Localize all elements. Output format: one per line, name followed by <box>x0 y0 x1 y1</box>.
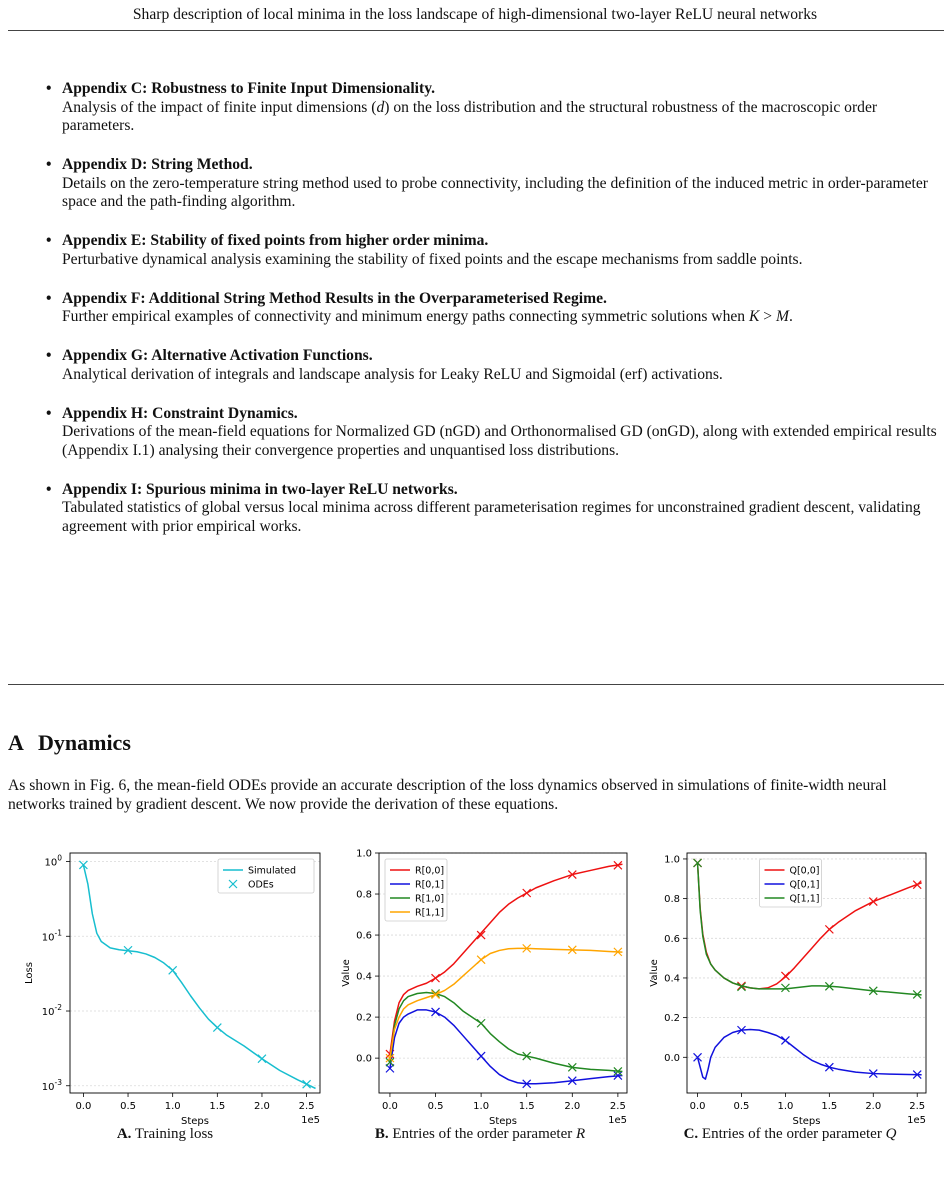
x-tick-label: 0.5 <box>120 1101 136 1112</box>
series-line <box>390 948 623 1058</box>
caption-a <box>20 1126 310 1143</box>
legend <box>760 859 822 907</box>
legend-label: R[0,0] <box>415 865 445 877</box>
data-point-marker <box>781 1036 789 1044</box>
x-tick-label: 2.5 <box>909 1101 926 1112</box>
x-tick-label: 0.5 <box>733 1101 750 1112</box>
legend-label: Simulated <box>248 865 297 877</box>
legend-label: Q[0,0] <box>789 865 820 877</box>
x-axis-label: Steps <box>181 1116 209 1127</box>
bullet: • <box>46 80 52 97</box>
y-tick-label: 0.4 <box>356 971 372 983</box>
legend-label: ODEs <box>248 879 274 891</box>
appendix-description: Analysis of the impact of finite input dimensions (d) on the loss distribution and the structural robustness of the macroscopic order parameters. <box>62 98 878 134</box>
data-point-marker <box>477 1019 485 1027</box>
data-point-marker <box>169 966 177 974</box>
x-tick-label: 0.0 <box>75 1101 92 1112</box>
bullet: • <box>46 480 52 498</box>
body-paragraph: As shown in Fig. 6, the mean-field ODEs provide an accurate description of the loss dynamics observed in simulations of finite-width neural networks trained by gradient descent. We now provide the derivation of these equations. <box>8 777 887 813</box>
series-line <box>698 1030 922 1080</box>
caption-text: Entries of the order parameter <box>698 1126 886 1142</box>
x-tick-label: 1.0 <box>473 1101 490 1112</box>
caption-symbol: Q <box>885 1126 897 1142</box>
legend-label: R[0,1] <box>415 879 445 891</box>
caption-text: Entries of the order parameter <box>388 1126 576 1142</box>
x-tick-label: 0.0 <box>689 1101 706 1112</box>
bullet: • <box>46 156 52 173</box>
data-point-marker <box>523 889 531 897</box>
chart-panel-a <box>24 853 320 1127</box>
y-tick-label: $10^{-1}$ <box>41 928 62 944</box>
appendix-title: Appendix C: Robustness to Finite Input Dimensionality. <box>62 80 436 97</box>
section-number: A <box>8 730 24 755</box>
data-point-marker <box>781 972 789 980</box>
y-tick-label: 1.0 <box>356 848 372 860</box>
x-tick-label: 0.0 <box>381 1101 398 1112</box>
y-axis-label: Value <box>341 959 352 987</box>
data-point-marker <box>303 1080 311 1088</box>
chart-panel-c <box>649 853 926 1127</box>
y-tick-label: 0.2 <box>356 1012 372 1024</box>
data-point-marker <box>477 956 485 964</box>
bullet: • <box>46 232 52 249</box>
x-tick-label: 1.5 <box>209 1101 226 1112</box>
y-tick-label: 0.6 <box>664 933 680 945</box>
data-point-marker <box>258 1055 266 1063</box>
y-tick-label: 1.0 <box>664 854 680 866</box>
chart-panel-b <box>341 849 627 1128</box>
x-tick-label: 1.5 <box>821 1101 838 1112</box>
y-tick-label: 0.8 <box>664 894 680 906</box>
y-tick-label: 0.0 <box>664 1052 680 1064</box>
bullet: • <box>46 347 52 364</box>
x-tick-label: 2.0 <box>254 1101 270 1112</box>
x-tick-label: 0.5 <box>427 1101 444 1112</box>
appendix-description: Tabulated statistics of global versus local minima across different parameterisation regimes for unconstrained gradient descent, validating agreement with prior empirical works. <box>62 499 921 535</box>
data-point-marker <box>432 974 440 982</box>
y-tick-label: 0.8 <box>356 889 372 901</box>
y-tick-label: $10^{-2}$ <box>41 1003 62 1019</box>
legend <box>218 859 314 893</box>
appendix-description: Analytical derivation of integrals and landscape analysis for Leaky ReLU and Sigmoidal (erf) activations. <box>62 365 723 383</box>
appendix-description: Derivations of the mean-field equations for Normalized GD (nGD) and Orthonormalised GD (onGD), along with extended empirical results (Appendix I.1) analysing their convergence properties and unquantised loss distributions. <box>62 423 937 459</box>
appendix-title: Appendix G: Alternative Activation Functions. <box>62 347 373 364</box>
bullet: • <box>46 289 52 307</box>
data-point-marker <box>869 898 877 906</box>
x-tick-label: 2.5 <box>298 1101 315 1112</box>
x-tick-label: 2.0 <box>564 1101 581 1112</box>
x-tick-label: 1.0 <box>777 1101 794 1112</box>
appendix-title: Appendix I: Spurious minima in two-layer ReLU networks. <box>62 480 458 498</box>
y-tick-label: $10^0$ <box>44 853 62 869</box>
appendix-title: Appendix F: Additional String Method Results in the Overparameterised Regime. <box>62 289 607 307</box>
caption-c <box>640 1126 940 1143</box>
appendix-description: Further empirical examples of connectivity and minimum energy paths connecting symmetric solutions when K > M. <box>62 308 793 325</box>
x-axis-label: Steps <box>489 1116 517 1127</box>
x-offset-label: 1e5 <box>608 1115 627 1126</box>
legend <box>385 859 447 921</box>
data-point-marker <box>477 1052 485 1060</box>
caption-text: Training loss <box>131 1126 214 1142</box>
running-header: Sharp description of local minima in the loss landscape of high-dimensional two-layer ReLU neural networks <box>132 6 818 23</box>
legend-label: R[1,1] <box>415 907 445 919</box>
legend-label: R[1,0] <box>415 893 445 905</box>
bullet: • <box>46 404 52 422</box>
y-tick-label: $10^{-3}$ <box>41 1077 62 1093</box>
series-line <box>83 865 315 1089</box>
appendix-description: Details on the zero-temperature string method used to probe connectivity, including the definition of the induced metric in order-parameter space and the path-finding algorithm. <box>62 174 929 210</box>
legend-label: Q[1,1] <box>789 893 820 905</box>
x-tick-label: 1.5 <box>518 1101 535 1112</box>
caption-label: A. <box>116 1126 132 1142</box>
x-tick-label: 1.0 <box>164 1101 181 1112</box>
caption-label: C. <box>683 1126 699 1142</box>
caption-symbol: R <box>576 1126 586 1142</box>
legend-label: Q[0,1] <box>789 879 820 891</box>
data-point-marker <box>825 925 833 933</box>
caption-label: B. <box>374 1126 389 1142</box>
y-tick-label: 0.0 <box>356 1053 372 1065</box>
appendix-title: Appendix D: String Method. <box>62 156 253 173</box>
appendix-description: Perturbative dynamical analysis examining the stability of fixed points and the escape mechanisms from saddle points. <box>62 250 803 268</box>
x-tick-label: 2.0 <box>865 1101 882 1112</box>
x-axis-label: Steps <box>792 1116 821 1127</box>
caption-b <box>330 1126 630 1143</box>
y-tick-label: 0.2 <box>664 1013 680 1025</box>
series-line <box>390 992 623 1071</box>
x-offset-label: 1e5 <box>301 1115 320 1126</box>
y-tick-label: 0.6 <box>356 930 372 942</box>
section-title: Dynamics <box>38 730 131 755</box>
x-tick-label: 2.5 <box>609 1101 626 1112</box>
appendix-title: Appendix E: Stability of fixed points from higher order minima. <box>62 232 489 249</box>
y-axis-label: Loss <box>24 962 35 984</box>
data-point-marker <box>213 1024 221 1032</box>
y-axis-label: Value <box>649 959 660 987</box>
x-offset-label: 1e5 <box>907 1115 926 1126</box>
appendix-title: Appendix H: Constraint Dynamics. <box>62 404 298 422</box>
y-tick-label: 0.4 <box>664 973 680 985</box>
